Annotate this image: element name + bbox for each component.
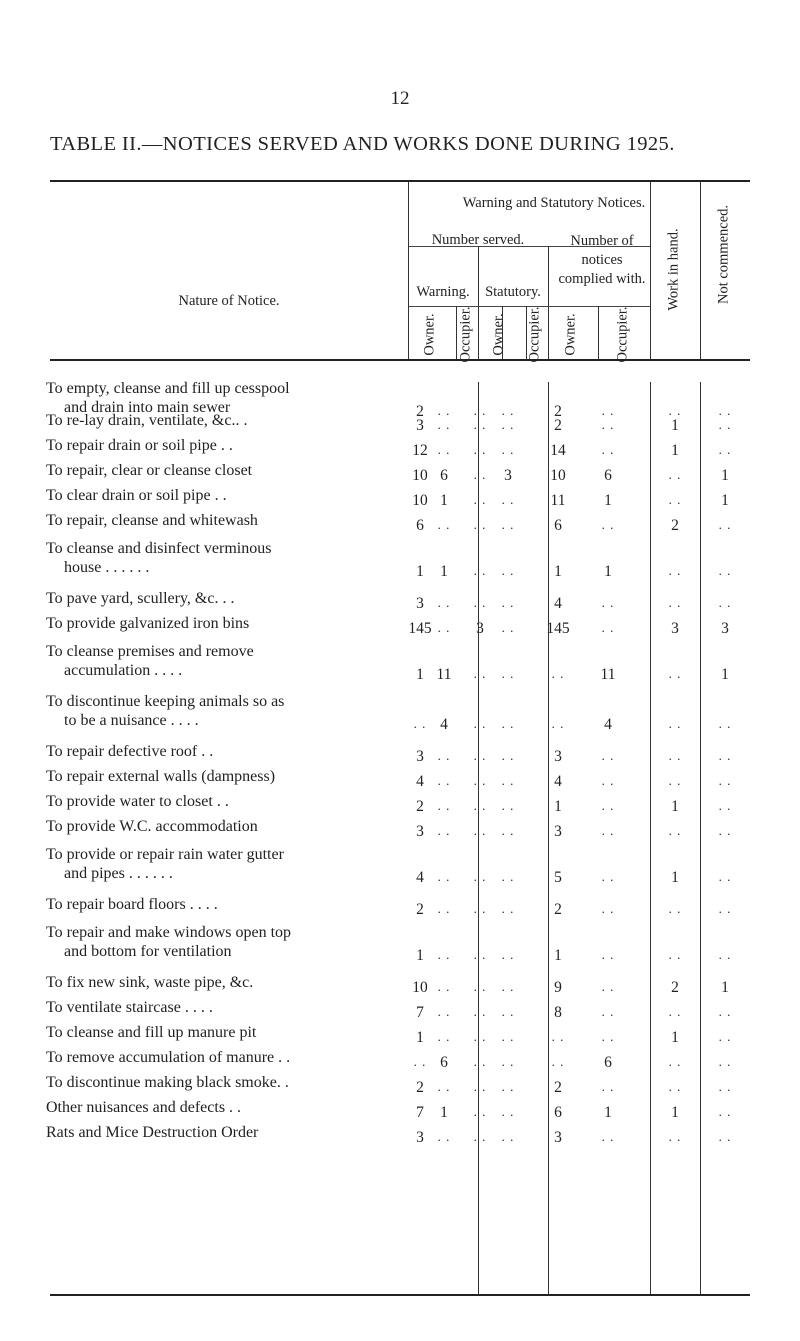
row-cell: . . <box>501 979 515 994</box>
row-label <box>46 511 406 530</box>
row-cell: . . <box>668 773 682 788</box>
row-cell: . . <box>473 1104 487 1119</box>
row-cell: 3 <box>554 748 562 765</box>
row-cell: . . <box>501 403 515 418</box>
row-label-line1: To repair and make windows open top <box>46 924 292 941</box>
row-cell: . . <box>501 823 515 838</box>
row-cell: . . <box>501 869 515 884</box>
row-cell: . . <box>437 442 451 457</box>
row-label <box>46 923 406 961</box>
row-label-line1: To empty, cleanse and fill up cesspool <box>46 380 290 397</box>
row-cell: . . <box>473 1079 487 1094</box>
row-label <box>46 539 406 577</box>
header-complied-occupier: Occupier. <box>614 306 631 363</box>
row-cell: 1 <box>416 666 424 683</box>
row-cell: 11 <box>436 666 452 683</box>
row-cell: . . <box>501 595 515 610</box>
row-cell: . . <box>473 517 487 532</box>
row-cell: . . <box>601 901 615 916</box>
row-label-line2: and bottom for ventilation <box>64 943 232 960</box>
row-label-line1: To remove accumulation of manure . . <box>46 1049 291 1066</box>
row-cell: . . <box>437 403 451 418</box>
row-label-line1: To ventilate staircase . . . . <box>46 999 213 1016</box>
header-nature: Nature of Notice. <box>178 293 280 309</box>
row-cell: . . <box>473 442 487 457</box>
row-cell: . . <box>501 417 515 432</box>
row-cell: . . <box>501 947 515 962</box>
row-cell: . . <box>437 869 451 884</box>
row-cell: 3 <box>416 823 424 840</box>
row-cell: . . <box>601 1004 615 1019</box>
row-cell: 4 <box>554 595 562 612</box>
row-cell: . . <box>668 947 682 962</box>
row-cell: . . <box>718 798 732 813</box>
row-cell: 6 <box>440 1054 448 1071</box>
row-cell: 3 <box>416 1129 424 1146</box>
body-vline <box>700 382 701 1294</box>
row-cell: . . <box>437 979 451 994</box>
row-cell: . . <box>601 417 615 432</box>
row-cell: . . <box>668 1129 682 1144</box>
row-label-line1: To cleanse and disinfect verminous <box>46 540 272 557</box>
row-cell: 3 <box>554 1129 562 1146</box>
row-label-line1: To provide or repair rain water gutter <box>46 846 284 863</box>
row-cell: 1 <box>721 979 729 996</box>
row-cell: . . <box>473 1029 487 1044</box>
row-label <box>46 1098 406 1117</box>
row-label-line1: To repair drain or soil pipe . . <box>46 437 233 454</box>
row-cell: 1 <box>416 947 424 964</box>
row-cell: 1 <box>440 492 448 509</box>
row-cell: . . <box>473 563 487 578</box>
row-cell: 2 <box>416 403 424 420</box>
row-cell: . . <box>501 666 515 681</box>
row-cell: . . <box>551 666 565 681</box>
header-bottom-rule <box>50 359 750 361</box>
row-cell: . . <box>668 748 682 763</box>
row-cell: . . <box>718 716 732 731</box>
row-cell: . . <box>501 1004 515 1019</box>
row-cell: 1 <box>604 1104 612 1121</box>
row-cell: 1 <box>604 563 612 580</box>
row-label-line1: To provide water to closet . . <box>46 793 229 810</box>
row-cell: . . <box>668 595 682 610</box>
header-work-in-hand: Work in hand. <box>665 228 682 311</box>
row-cell: 6 <box>604 467 612 484</box>
row-cell: . . <box>668 563 682 578</box>
row-label-line1: To repair, cleanse and whitewash <box>46 512 258 529</box>
row-cell: . . <box>437 595 451 610</box>
row-cell: . . <box>501 442 515 457</box>
row-cell: . . <box>501 1104 515 1119</box>
row-cell: . . <box>473 417 487 432</box>
row-label <box>46 998 406 1017</box>
row-cell: . . <box>551 1029 565 1044</box>
row-label <box>46 692 406 730</box>
header-complied-owner: Owner. <box>562 313 579 356</box>
row-cell: . . <box>501 1079 515 1094</box>
row-label-line1: Other nuisances and defects . . <box>46 1099 242 1116</box>
row-cell: . . <box>668 1004 682 1019</box>
row-cell: . . <box>473 492 487 507</box>
row-cell: . . <box>501 517 515 532</box>
header-warning-owner: Owner. <box>421 313 438 356</box>
header-vline <box>548 246 549 359</box>
row-cell: . . <box>601 1129 615 1144</box>
top-rule <box>50 180 750 182</box>
row-cell: 4 <box>440 716 448 733</box>
row-cell: 4 <box>416 773 424 790</box>
row-cell: 2 <box>554 403 562 420</box>
row-cell: 1 <box>604 492 612 509</box>
row-cell: . . <box>718 1079 732 1094</box>
row-label <box>46 792 406 811</box>
row-cell: . . <box>668 492 682 507</box>
row-cell: . . <box>501 1054 515 1069</box>
row-label-line2: accumulation . . . . <box>64 662 183 679</box>
row-label-line1: To re-lay drain, ventilate, &c.. . <box>46 412 248 429</box>
row-label <box>46 845 406 883</box>
row-cell: . . <box>473 666 487 681</box>
row-cell: 1 <box>554 563 562 580</box>
row-cell: 3 <box>721 620 729 637</box>
row-label-line1: To fix new sink, waste pipe, &c. <box>46 974 254 991</box>
row-cell: . . <box>501 716 515 731</box>
row-cell: . . <box>437 823 451 838</box>
row-cell: 2 <box>416 1079 424 1096</box>
row-cell: 3 <box>476 620 484 637</box>
row-cell: . . <box>718 869 732 884</box>
header-statutory: Statutory. <box>485 284 541 300</box>
row-cell: 145 <box>408 620 432 637</box>
row-cell: . . <box>473 467 487 482</box>
row-cell: . . <box>668 1079 682 1094</box>
row-cell: 1 <box>671 869 679 886</box>
row-cell: . . <box>551 1054 565 1069</box>
row-cell: . . <box>473 716 487 731</box>
row-cell: 10 <box>412 979 428 996</box>
row-label <box>46 411 406 430</box>
row-cell: . . <box>473 773 487 788</box>
row-cell: . . <box>601 442 615 457</box>
row-cell: . . <box>718 748 732 763</box>
row-cell: . . <box>473 595 487 610</box>
header-vline <box>700 182 701 359</box>
row-cell: . . <box>668 1054 682 1069</box>
row-cell: . . <box>501 748 515 763</box>
row-cell: . . <box>473 901 487 916</box>
body-vline <box>650 382 651 1294</box>
row-cell: . . <box>501 901 515 916</box>
row-label <box>46 973 406 992</box>
row-cell: 1 <box>440 1104 448 1121</box>
row-cell: 6 <box>604 1054 612 1071</box>
row-cell: 7 <box>416 1104 424 1121</box>
row-cell: 10 <box>412 467 428 484</box>
row-cell: . . <box>718 1104 732 1119</box>
row-cell: 1 <box>416 1029 424 1046</box>
row-cell: . . <box>437 1079 451 1094</box>
row-cell: 3 <box>416 748 424 765</box>
row-cell: . . <box>473 947 487 962</box>
row-cell: 1 <box>671 1104 679 1121</box>
row-label <box>46 1023 406 1042</box>
row-label-line1: To clear drain or soil pipe . . <box>46 487 227 504</box>
page-number: 12 <box>390 88 410 109</box>
row-cell: . . <box>601 748 615 763</box>
header-statutory-occupier: Occupier. <box>526 306 543 363</box>
row-cell: 11 <box>600 666 616 683</box>
row-cell: . . <box>601 947 615 962</box>
row-label <box>46 461 406 480</box>
row-cell: 2 <box>554 1079 562 1096</box>
row-cell: . . <box>601 869 615 884</box>
row-cell: 3 <box>416 417 424 434</box>
row-cell: 2 <box>416 901 424 918</box>
table-title: TABLE II.—NOTICES SERVED AND WORKS DONE DURING 1925. <box>50 133 675 155</box>
row-label <box>46 589 406 608</box>
row-label <box>46 817 406 836</box>
row-cell: 3 <box>554 823 562 840</box>
row-cell: . . <box>601 1029 615 1044</box>
row-cell: . . <box>601 403 615 418</box>
row-cell: 12 <box>412 442 428 459</box>
row-cell: . . <box>437 417 451 432</box>
row-cell: 1 <box>671 1029 679 1046</box>
row-cell: . . <box>718 403 732 418</box>
row-label <box>46 614 406 633</box>
row-cell: 2 <box>554 901 562 918</box>
header-number-served: Number served. <box>431 232 525 248</box>
row-cell: . . <box>601 979 615 994</box>
row-cell: . . <box>551 716 565 731</box>
row-cell: . . <box>601 773 615 788</box>
row-label-line1: To cleanse and fill up manure pit <box>46 1024 257 1041</box>
row-cell: . . <box>718 1029 732 1044</box>
row-cell: 4 <box>554 773 562 790</box>
row-label-line1: To repair, clear or cleanse closet <box>46 462 253 479</box>
row-cell: . . <box>718 517 732 532</box>
row-cell: 1 <box>671 417 679 434</box>
row-cell: 1 <box>554 798 562 815</box>
row-cell: . . <box>437 1129 451 1144</box>
row-cell: 5 <box>554 869 562 886</box>
header-vline <box>598 306 599 359</box>
row-cell: . . <box>473 798 487 813</box>
row-cell: . . <box>501 620 515 635</box>
row-cell: . . <box>718 417 732 432</box>
row-cell: 1 <box>721 492 729 509</box>
row-cell: . . <box>501 492 515 507</box>
row-cell: . . <box>501 798 515 813</box>
row-cell: . . <box>601 517 615 532</box>
row-cell: . . <box>437 798 451 813</box>
row-label-line1: To provide galvanized iron bins <box>46 615 250 632</box>
row-cell: . . <box>718 947 732 962</box>
row-cell: 145 <box>546 620 570 637</box>
row-cell: . . <box>437 748 451 763</box>
row-cell: . . <box>668 403 682 418</box>
row-cell: . . <box>473 1004 487 1019</box>
row-label <box>46 436 406 455</box>
row-cell: . . <box>413 716 427 731</box>
row-cell: 1 <box>440 563 448 580</box>
row-cell: . . <box>718 563 732 578</box>
row-label-line2: and drain into main sewer <box>64 399 231 416</box>
row-cell: 10 <box>412 492 428 509</box>
row-cell: 4 <box>604 716 612 733</box>
row-cell: 1 <box>554 947 562 964</box>
row-label-line1: To pave yard, scullery, &c. . . <box>46 590 235 607</box>
row-cell: . . <box>473 1054 487 1069</box>
row-cell: . . <box>718 901 732 916</box>
row-cell: 2 <box>554 417 562 434</box>
row-cell: . . <box>718 773 732 788</box>
row-cell: . . <box>601 1079 615 1094</box>
row-label-line1: To cleanse premises and remove <box>46 643 254 660</box>
row-cell: . . <box>718 823 732 838</box>
header-warning-occupier: Occupier. <box>457 306 474 363</box>
row-cell: . . <box>718 1129 732 1144</box>
row-cell: . . <box>473 869 487 884</box>
row-cell: 6 <box>554 517 562 534</box>
row-cell: 1 <box>671 442 679 459</box>
row-label-line2: house . . . . . . <box>64 559 150 576</box>
row-label <box>46 742 406 761</box>
row-label <box>46 642 406 680</box>
row-cell: . . <box>501 773 515 788</box>
row-cell: 6 <box>440 467 448 484</box>
row-cell: 7 <box>416 1004 424 1021</box>
row-cell: 3 <box>416 595 424 612</box>
row-cell: 8 <box>554 1004 562 1021</box>
row-cell: . . <box>437 773 451 788</box>
row-cell: . . <box>437 620 451 635</box>
header-number-complied: Number of notices complied with. <box>558 233 646 287</box>
row-cell: . . <box>473 748 487 763</box>
row-cell: . . <box>437 947 451 962</box>
row-label <box>46 1048 406 1067</box>
row-cell: . . <box>501 1129 515 1144</box>
row-cell: . . <box>501 563 515 578</box>
row-label-line1: To repair defective roof . . <box>46 743 214 760</box>
row-label-line2: to be a nuisance . . . . <box>64 712 199 729</box>
row-label <box>46 895 406 914</box>
row-cell: . . <box>601 823 615 838</box>
row-cell: . . <box>437 901 451 916</box>
row-label-line1: To repair external walls (dampness) <box>46 768 276 785</box>
row-cell: . . <box>668 716 682 731</box>
row-cell: 1 <box>721 467 729 484</box>
row-label-line1: Rats and Mice Destruction Order <box>46 1124 259 1141</box>
row-cell: . . <box>668 901 682 916</box>
row-cell: 2 <box>671 517 679 534</box>
row-cell: 6 <box>554 1104 562 1121</box>
header-vline <box>478 247 479 359</box>
row-cell: 2 <box>416 798 424 815</box>
row-cell: 9 <box>554 979 562 996</box>
row-cell: . . <box>437 1004 451 1019</box>
row-label-line1: To discontinue making black smoke. . <box>46 1074 289 1091</box>
row-cell: 3 <box>504 467 512 484</box>
row-cell: 4 <box>416 869 424 886</box>
row-cell: . . <box>668 467 682 482</box>
header-group: Warning and Statutory Notices. <box>462 195 646 211</box>
row-cell: . . <box>473 1129 487 1144</box>
row-cell: . . <box>601 798 615 813</box>
row-cell: . . <box>718 442 732 457</box>
row-cell: . . <box>501 1029 515 1044</box>
header-not-commenced: Not commenced. <box>715 204 732 305</box>
row-cell: 1 <box>671 798 679 815</box>
row-cell: 6 <box>416 517 424 534</box>
row-label <box>46 1073 406 1092</box>
row-cell: 1 <box>416 563 424 580</box>
row-cell: . . <box>718 1054 732 1069</box>
row-label <box>46 486 406 505</box>
row-cell: 10 <box>550 467 566 484</box>
row-label <box>46 767 406 786</box>
row-cell: . . <box>668 823 682 838</box>
row-label-line2: and pipes . . . . . . <box>64 865 173 882</box>
row-label-line1: To discontinue keeping animals so as <box>46 693 285 710</box>
row-label <box>46 1123 406 1142</box>
row-cell: . . <box>473 823 487 838</box>
row-cell: 3 <box>671 620 679 637</box>
row-cell: . . <box>718 1004 732 1019</box>
row-cell: . . <box>473 979 487 994</box>
row-cell: . . <box>718 595 732 610</box>
row-cell: . . <box>668 666 682 681</box>
row-label-line1: To provide W.C. accommodation <box>46 818 258 835</box>
row-cell: 11 <box>550 492 566 509</box>
row-cell: . . <box>437 517 451 532</box>
row-cell: 14 <box>550 442 566 459</box>
row-cell: . . <box>601 595 615 610</box>
row-cell: 1 <box>721 666 729 683</box>
row-cell: . . <box>413 1054 427 1069</box>
row-cell: . . <box>601 620 615 635</box>
row-cell: . . <box>437 1029 451 1044</box>
bottom-rule <box>50 1294 750 1296</box>
row-cell: . . <box>473 403 487 418</box>
header-statutory-owner: Owner. <box>490 313 507 356</box>
row-label-line1: To repair board floors . . . . <box>46 896 218 913</box>
row-cell: 2 <box>671 979 679 996</box>
header-warning: Warning. <box>416 284 470 300</box>
